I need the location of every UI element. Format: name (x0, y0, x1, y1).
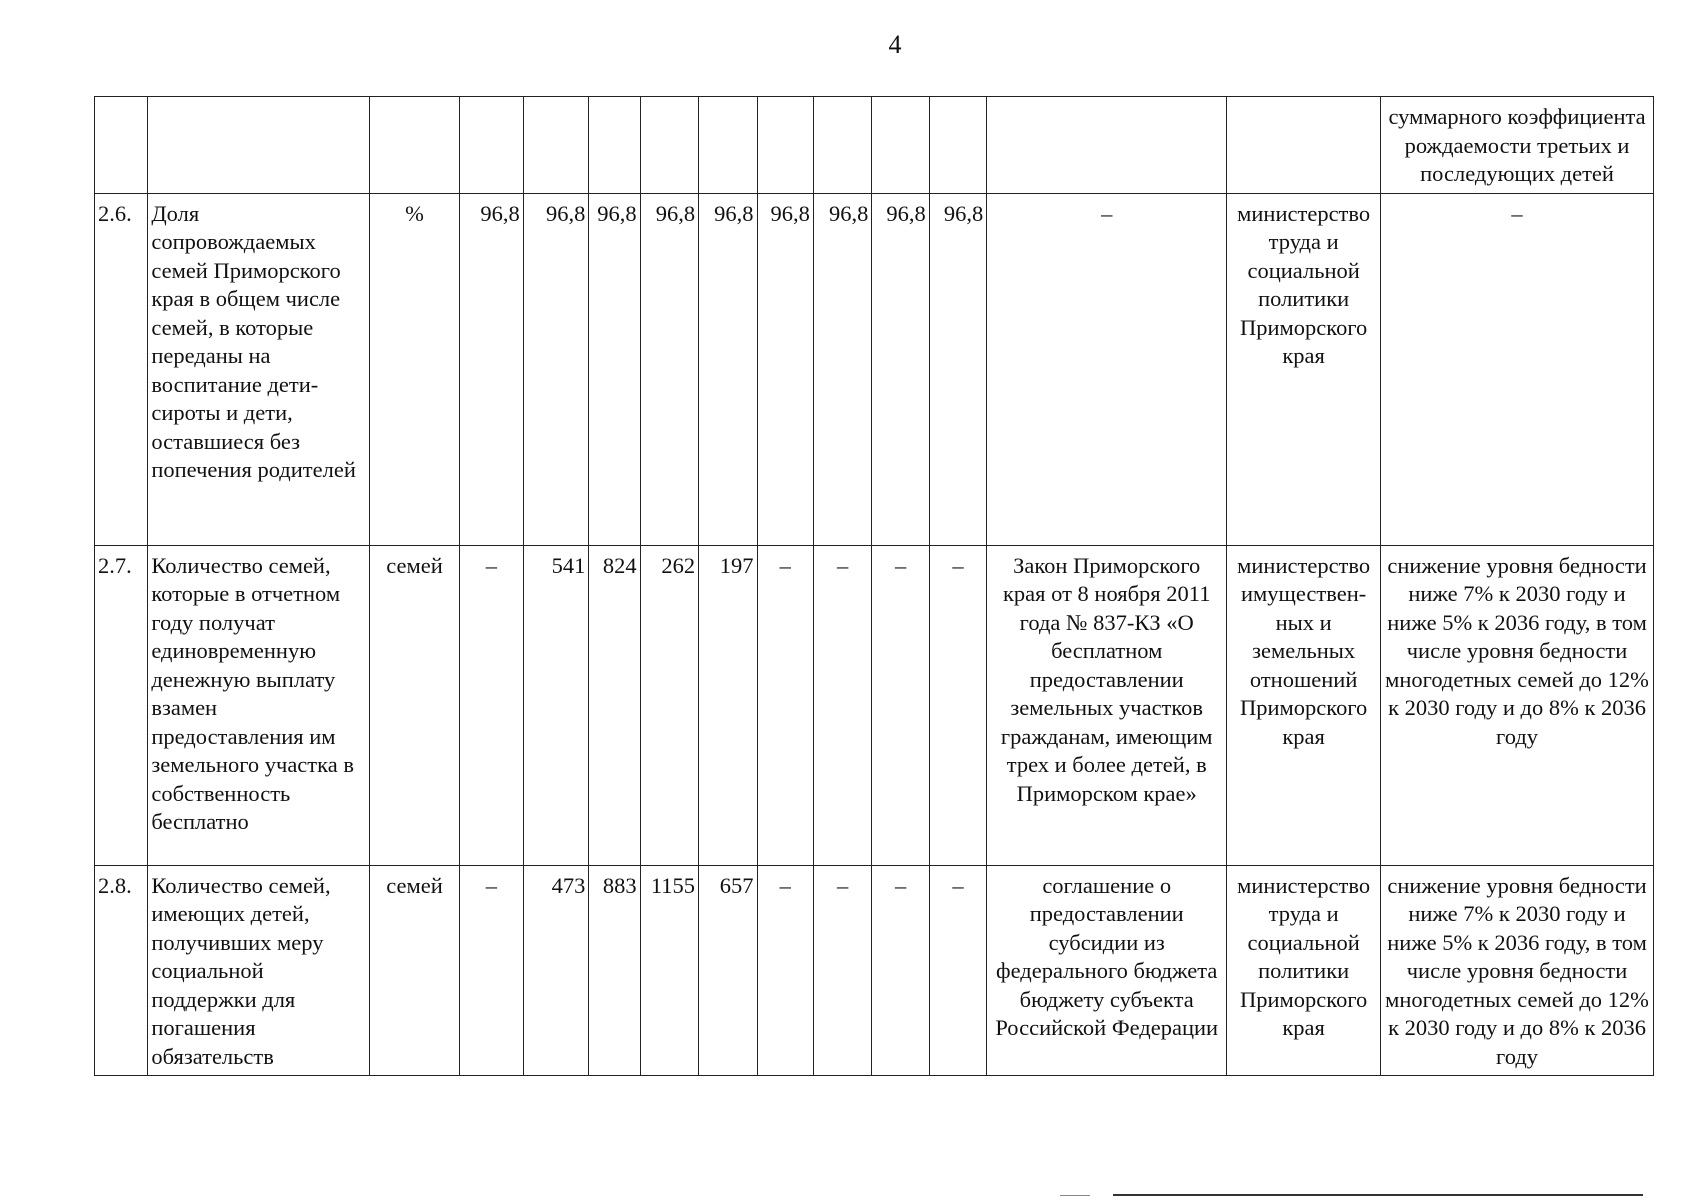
document: соглашение о предоставлении субсидии из федерального бюджета бюджету субъекта Российской Федерации (987, 865, 1227, 1076)
value: – (872, 545, 929, 865)
cell-responsible (1227, 97, 1381, 194)
value: 96,8 (699, 193, 757, 545)
value: 96,8 (640, 193, 698, 545)
value: 96,8 (589, 193, 640, 545)
value: 96,8 (813, 193, 871, 545)
cell-name (148, 97, 370, 194)
value: 262 (640, 545, 698, 865)
document: – (987, 193, 1227, 545)
value: 1155 (640, 865, 698, 1076)
value: 197 (699, 545, 757, 865)
responsible: министерство труда и социальной политики Приморского края (1227, 865, 1381, 1076)
row-number: 2.7. (95, 545, 148, 865)
responsible: министерство труда и социальной политики Приморского края (1227, 193, 1381, 545)
document: Закон Приморского края от 8 ноября 2011 года № 837-КЗ «О бесплатном предоставлении земельных участков гражданам, имеющим трех и более детей, в Приморском крае» (987, 545, 1227, 865)
unit: семей (369, 545, 459, 865)
value: – (757, 545, 813, 865)
value: – (929, 545, 986, 865)
value: 96,8 (523, 193, 589, 545)
row-number: 2.6. (95, 193, 148, 545)
value: – (813, 545, 871, 865)
value: 96,8 (757, 193, 813, 545)
indicator-name: Количество семей, которые в отчетном году получат единовременную денежную выплату взамен предоставления им земельного участка в собственность бесплатно (148, 545, 370, 865)
value: 657 (699, 865, 757, 1076)
footer-dash (1060, 1195, 1090, 1196)
unit: % (369, 193, 459, 545)
responsible: министерство имуществен-ных и земельных отношений Приморского края (1227, 545, 1381, 865)
value: – (460, 545, 524, 865)
table-row-continuation (95, 97, 1654, 194)
indicator-name: Доля сопровождаемых семей Приморского края в общем числе семей, в которые переданы на воспитание дети-сироты и дети, оставшиеся без попечения родителей (148, 193, 370, 545)
unit: семей (369, 865, 459, 1076)
value: 96,8 (460, 193, 524, 545)
cell-num (95, 97, 148, 194)
value: – (872, 865, 929, 1076)
value: 824 (589, 545, 640, 865)
value: – (813, 865, 871, 1076)
value: – (757, 865, 813, 1076)
table-row (95, 545, 1654, 865)
value: 541 (523, 545, 589, 865)
page-number: 4 (888, 30, 902, 59)
link: – (1381, 193, 1654, 545)
cell-document (987, 97, 1227, 194)
table-row (95, 193, 1654, 545)
indicators-table (94, 96, 1654, 1076)
value: 96,8 (872, 193, 929, 545)
table-row (95, 865, 1654, 1076)
value: 96,8 (929, 193, 986, 545)
footer-rule (1113, 1194, 1643, 1196)
value: 473 (523, 865, 589, 1076)
link: снижение уровня бедности ниже 7% к 2030 году и ниже 5% к 2036 году, в том числе уровня бедности многодетных семей до 12% к 2030 году и до 8% к 2036 году (1381, 545, 1654, 865)
cell-unit (369, 97, 459, 194)
cell-link: суммарного коэффициента рождаемости третьих и последующих детей (1381, 97, 1654, 194)
indicator-name: Количество семей, имеющих детей, получивших меру социальной поддержки для погашения обязательств (148, 865, 370, 1076)
row-number: 2.8. (95, 865, 148, 1076)
value: 883 (589, 865, 640, 1076)
value: – (460, 865, 524, 1076)
value: – (929, 865, 986, 1076)
link: снижение уровня бедности ниже 7% к 2030 году и ниже 5% к 2036 году, в том числе уровня бедности многодетных семей до 12% к 2030 году и до 8% к 2036 году (1381, 865, 1654, 1076)
